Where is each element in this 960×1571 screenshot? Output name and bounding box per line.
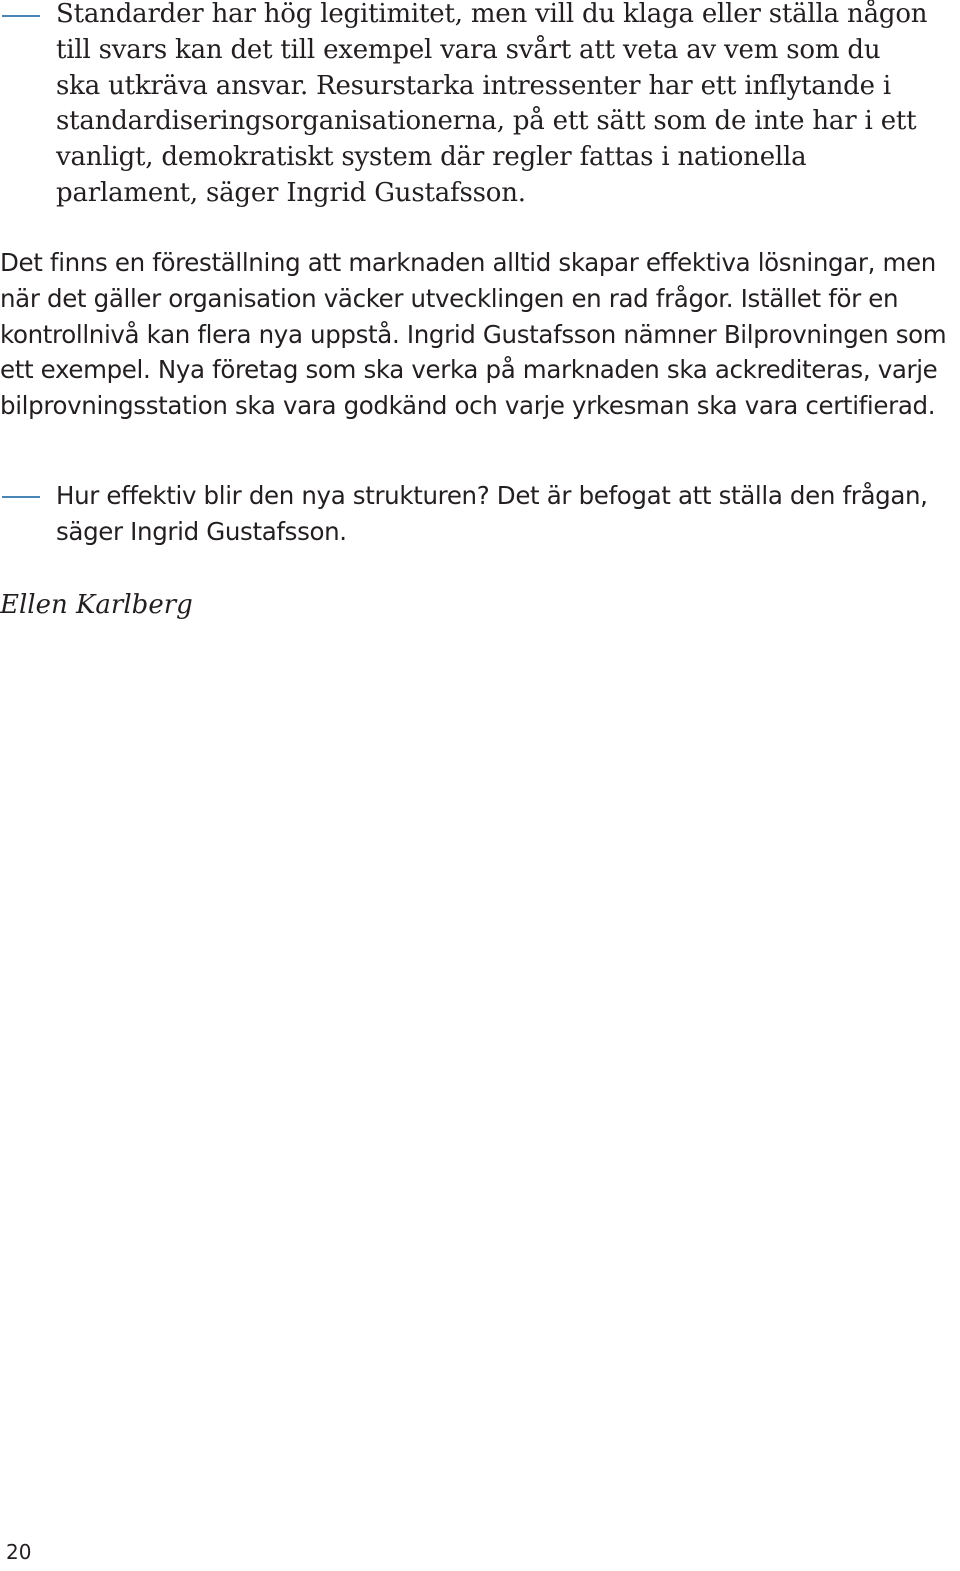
- quote-text-1: Standarder har hög legitimitet, men vill du klaga eller ställa någon till svars kan det till exempel vara svårt att veta av vem som du ska utkräva ansvar. Resurstarka intressenter har ett inflytande i standardiseringsorganisationerna, på ett sätt som de inte har i ett vanligt, demokratiskt system där regler fattas i nationella parlament, säger Ingrid Gustafsson.: [56, 0, 928, 208]
- quote-text-2: Hur effektiv blir den nya strukturen? Det är befogat att ställa den frågan, säger Ingrid Gustafsson.: [56, 481, 928, 546]
- quote-block-1: [0, 0, 930, 212]
- author-byline: Ellen Karlberg: [0, 590, 193, 620]
- quote-block-2: [0, 478, 930, 550]
- quote-dash-icon: [0, 478, 56, 550]
- quote-dash-icon: [0, 0, 56, 212]
- page-number: 20: [6, 1540, 32, 1564]
- body-paragraph: Det finns en föreställning att marknaden alltid skapar effektiva lösningar, men när det gäller organisation väcker utvecklingen en rad frågor. Istället för en kontrollnivå kan flera nya uppstå. Ingrid Gustafsson nämner Bilprovningen som ett exempel. Nya företag som ska verka på marknaden ska ackrediteras, varje bilprovningsstation ska vara godkänd och varje yrkesman ska vara certifierad.: [0, 248, 947, 421]
